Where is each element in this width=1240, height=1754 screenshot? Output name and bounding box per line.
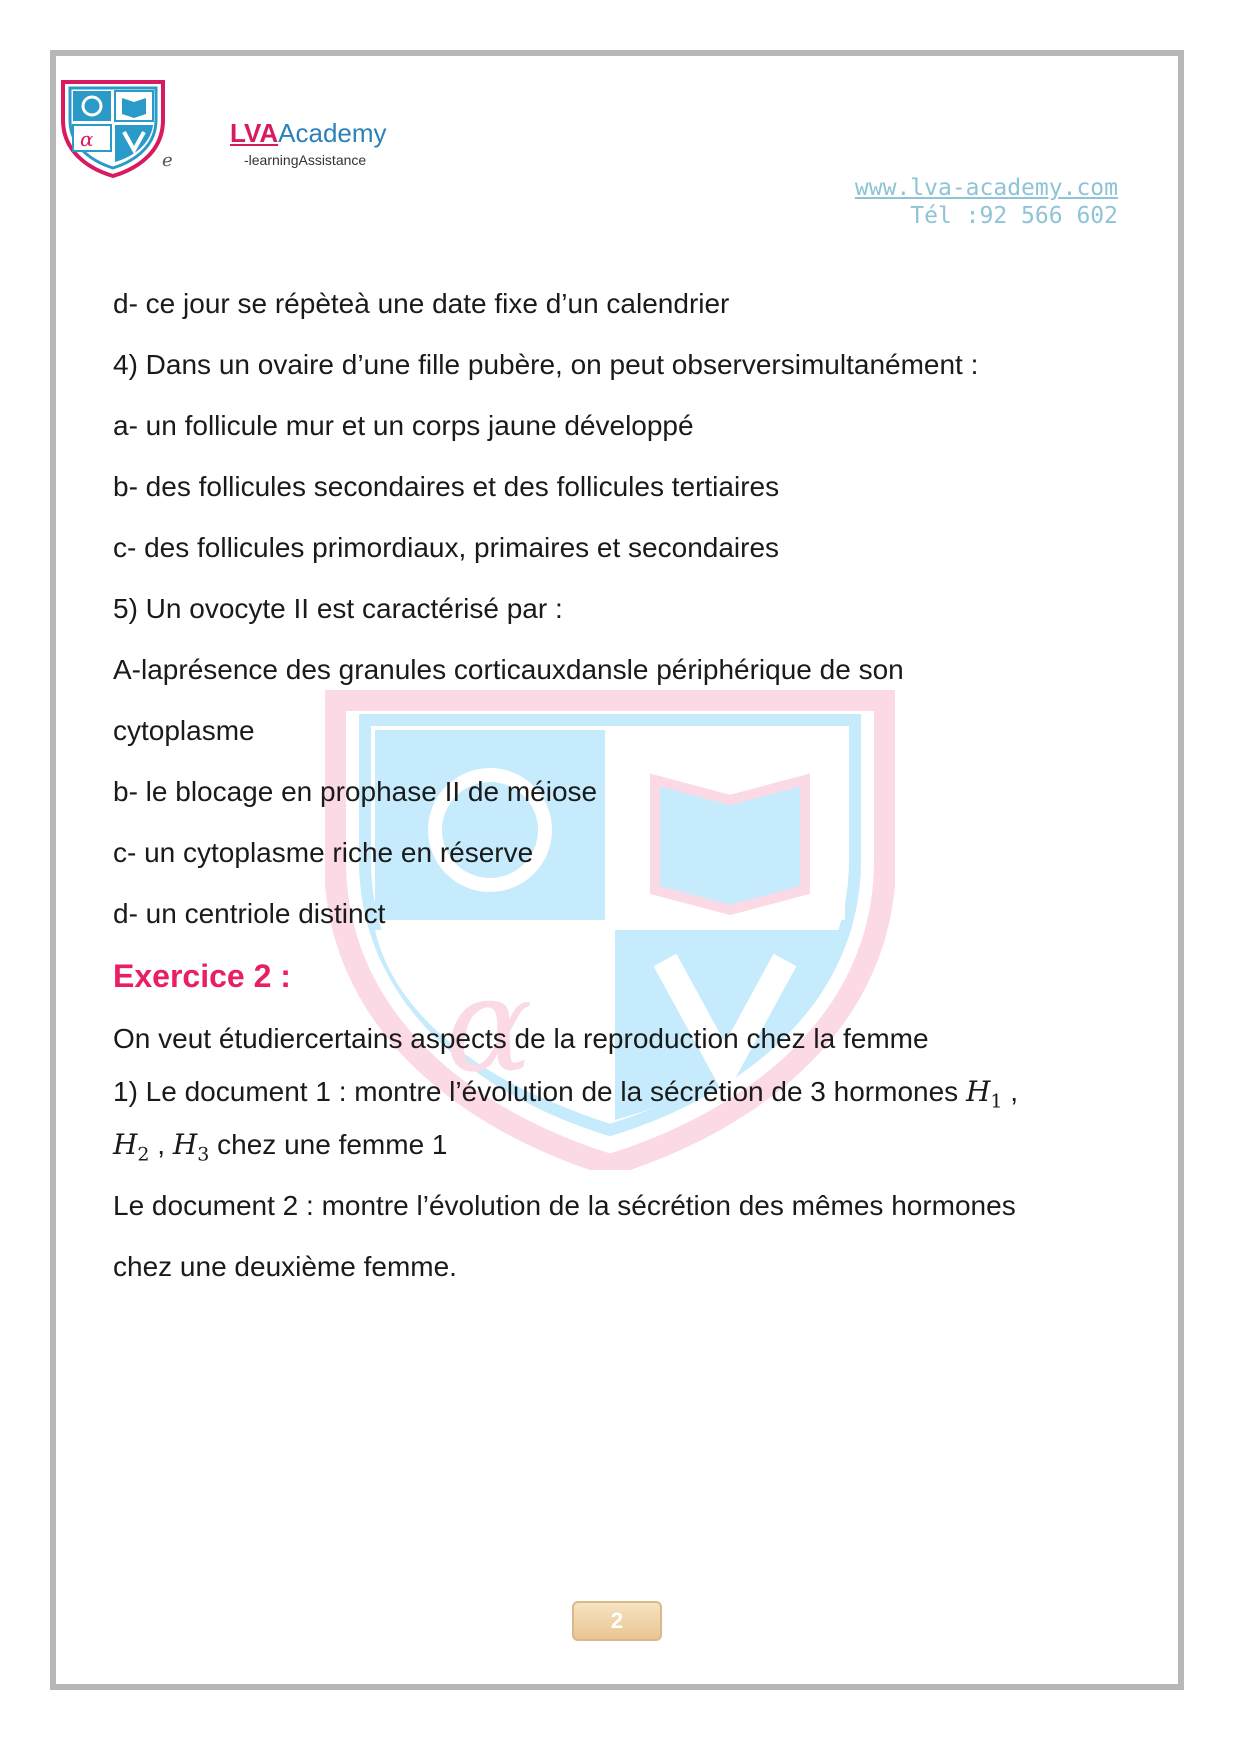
option-d: d- un centriole distinct bbox=[113, 898, 386, 929]
option-a: A-laprésence des granules corticauxdansle périphérique de son bbox=[113, 654, 904, 685]
brand-prefix: LVA bbox=[230, 118, 279, 148]
academy-logo-icon bbox=[58, 78, 168, 178]
hormone-h1: $H_1$ bbox=[965, 1075, 1003, 1113]
option-c: c- un cytoplasme riche en réserve bbox=[113, 837, 534, 868]
document-body bbox=[113, 273, 1123, 1297]
option-b: b- le blocage en prophase II de méiose bbox=[113, 776, 598, 807]
doc1-line: 1) Le document 1 : montre l’évolution de la sécrétion de 3 hormones $H_1$ , bbox=[113, 1075, 1019, 1113]
option-a-continued: cytoplasme bbox=[113, 715, 255, 746]
option-c: c- des follicules primordiaux, primaires et secondaires bbox=[113, 532, 780, 563]
exercise-intro: On veut étudiercertains aspects de la reproduction chez la femme bbox=[113, 1023, 929, 1054]
text-line: d- ce jour se répèteà une date fixe d’un calendrier bbox=[113, 288, 730, 319]
contact-block bbox=[855, 174, 1118, 230]
logo-letter: e bbox=[162, 150, 173, 171]
brand-suffix: Academy bbox=[278, 118, 387, 148]
doc2-line: Le document 2 : montre l’évolution de la sécrétion des mêmes hormones bbox=[113, 1190, 1016, 1221]
option-b: b- des follicules secondaires et des follicules tertiaires bbox=[113, 471, 780, 502]
website-link[interactable]: www.lva-academy.com bbox=[854, 175, 1118, 201]
brand-tagline: -learningAssistance bbox=[244, 152, 367, 168]
exercise-title: Exercice 2 : bbox=[113, 958, 291, 994]
hormone-h2: $H_2$ bbox=[113, 1128, 150, 1166]
brand-block bbox=[230, 120, 387, 168]
phone-number: Tél :92 566 602 bbox=[910, 203, 1118, 229]
svg-text:α: α bbox=[445, 949, 533, 1101]
doc1-text: 1) Le document 1 : montre l’évolution de la sécrétion de 3 hormones bbox=[113, 1076, 959, 1107]
doc1-tail: chez une femme 1 bbox=[217, 1129, 448, 1160]
doc2-line-continued: chez une deuxième femme. bbox=[113, 1251, 457, 1282]
question-4: 4) Dans un ovaire d’une fille pubère, on peut observersimultanément : bbox=[113, 349, 979, 380]
question-5: 5) Un ovocyte II est caractérisé par : bbox=[113, 593, 563, 624]
doc1-line-continued: $H_2$ , $H_3$ chez une femme 1 bbox=[113, 1128, 448, 1166]
hormone-h3: $H_3$ bbox=[172, 1128, 210, 1166]
svg-text:α: α bbox=[80, 127, 94, 151]
option-a: a- un follicule mur et un corps jaune développé bbox=[113, 410, 694, 441]
brand-name bbox=[230, 120, 387, 146]
page-number: 2 bbox=[572, 1601, 662, 1641]
